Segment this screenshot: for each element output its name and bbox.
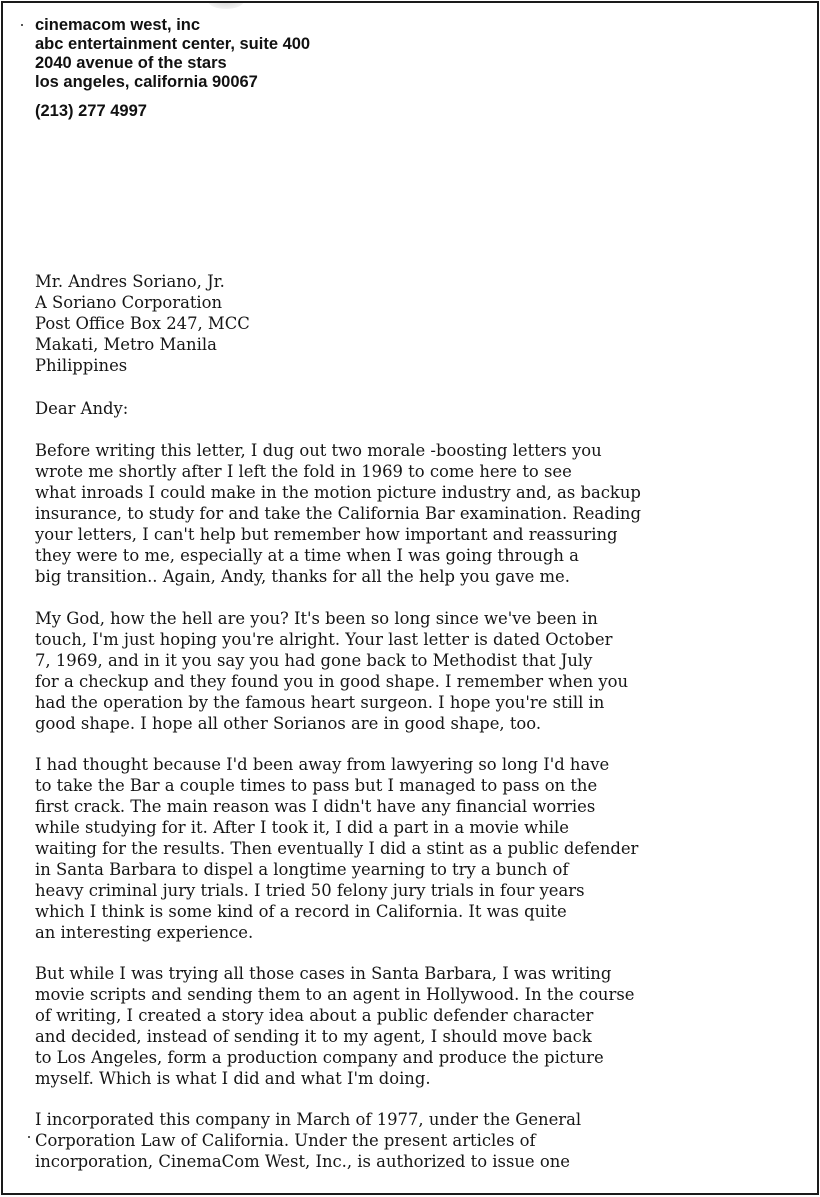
ink-speck (21, 24, 23, 26)
recipient-line: A Soriano Corporation (35, 293, 223, 312)
paragraph-line: 7, 1969, and in it you say you had gone back to Methodist that July (35, 651, 593, 670)
paragraph-line: Corporation Law of California. Under the present articles of (35, 1131, 536, 1150)
salutation: Dear Andy: (35, 399, 129, 418)
letterhead-city-line: los angeles, california 90067 (35, 73, 258, 91)
paragraph-line: while studying for it. After I took it, I did a part in a movie while (35, 818, 569, 837)
letterhead-address-line: abc entertainment center, suite 400 (35, 35, 311, 53)
paragraph-line: Before writing this letter, I dug out two morale -boosting letters you (35, 441, 602, 460)
paragraph-line: which I think is some kind of a record in California. It was quite (35, 902, 567, 921)
paragraph-line: I incorporated this company in March of 1977, under the General (35, 1110, 582, 1129)
paragraph-line: had the operation by the famous heart surgeon. I hope you're still in (35, 693, 605, 712)
paragraph-line: of writing, I created a story idea about a public defender character (35, 1006, 594, 1025)
letter-page (1, 1, 819, 1195)
letterhead-address-line: 2040 avenue of the stars (35, 54, 227, 72)
paragraph-line: to Los Angeles, form a production company and produce the picture (35, 1048, 604, 1067)
letterhead-company: cinemacom west, inc (35, 16, 201, 34)
letterhead (35, 16, 310, 121)
paragraph-line: myself. Which is what I did and what I'm doing. (35, 1069, 431, 1088)
paragraph-line: I had thought because I'd been away from lawyering so long I'd have (35, 755, 610, 774)
paragraph-line: to take the Bar a couple times to pass but I managed to pass on the (35, 776, 598, 795)
paragraph-line: good shape. I hope all other Sorianos are in good shape, too. (35, 714, 542, 733)
paragraph-line: But while I was trying all those cases in Santa Barbara, I was writing (35, 964, 612, 983)
paragraph-line: insurance, to study for and take the California Bar examination. Reading (35, 504, 641, 523)
paragraph-line: heavy criminal jury trials. I tried 50 felony jury trials in four years (35, 881, 585, 900)
paragraph-line: waiting for the results. Then eventually I did a stint as a public defender (35, 839, 639, 858)
punch-hole-mark (208, 1, 244, 9)
paragraph-line: big transition.. Again, Andy, thanks for all the help you gave me. (35, 567, 570, 586)
letterhead-phone: (213) 277 4997 (35, 102, 147, 120)
paragraph-line: in Santa Barbara to dispel a longtime yearning to try a bunch of (35, 860, 569, 879)
recipient-line: Philippines (35, 356, 128, 375)
paragraph-line: My God, how the hell are you? It's been so long since we've been in (35, 609, 598, 628)
paragraph-line: they were to me, especially at a time when I was going through a (35, 546, 579, 565)
paragraph-line: what inroads I could make in the motion picture industry and, as backup (35, 483, 641, 502)
paragraph-line: touch, I'm just hoping you're alright. Your last letter is dated October (35, 630, 613, 649)
paragraph-line: first crack. The main reason was I didn't have any financial worries (35, 797, 596, 816)
paragraph-line: and decided, instead of sending it to my agent, I should move back (35, 1027, 592, 1046)
recipient-line: Post Office Box 247, MCC (35, 314, 250, 333)
paragraph-line: movie scripts and sending them to an agent in Hollywood. In the course (35, 985, 635, 1004)
paragraph-line: your letters, I can't help but remember how important and reassuring (35, 525, 618, 544)
ink-speck (28, 1136, 30, 1138)
paragraph-line: an interesting experience. (35, 923, 254, 942)
paragraph-line: incorporation, CinemaCom West, Inc., is authorized to issue one (35, 1152, 570, 1171)
paragraph-line: for a checkup and they found you in good shape. I remember when you (35, 672, 629, 691)
recipient-line: Mr. Andres Soriano, Jr. (35, 272, 225, 291)
paragraph-line: wrote me shortly after I left the fold in 1969 to come here to see (35, 462, 572, 481)
recipient-line: Makati, Metro Manila (35, 335, 217, 354)
